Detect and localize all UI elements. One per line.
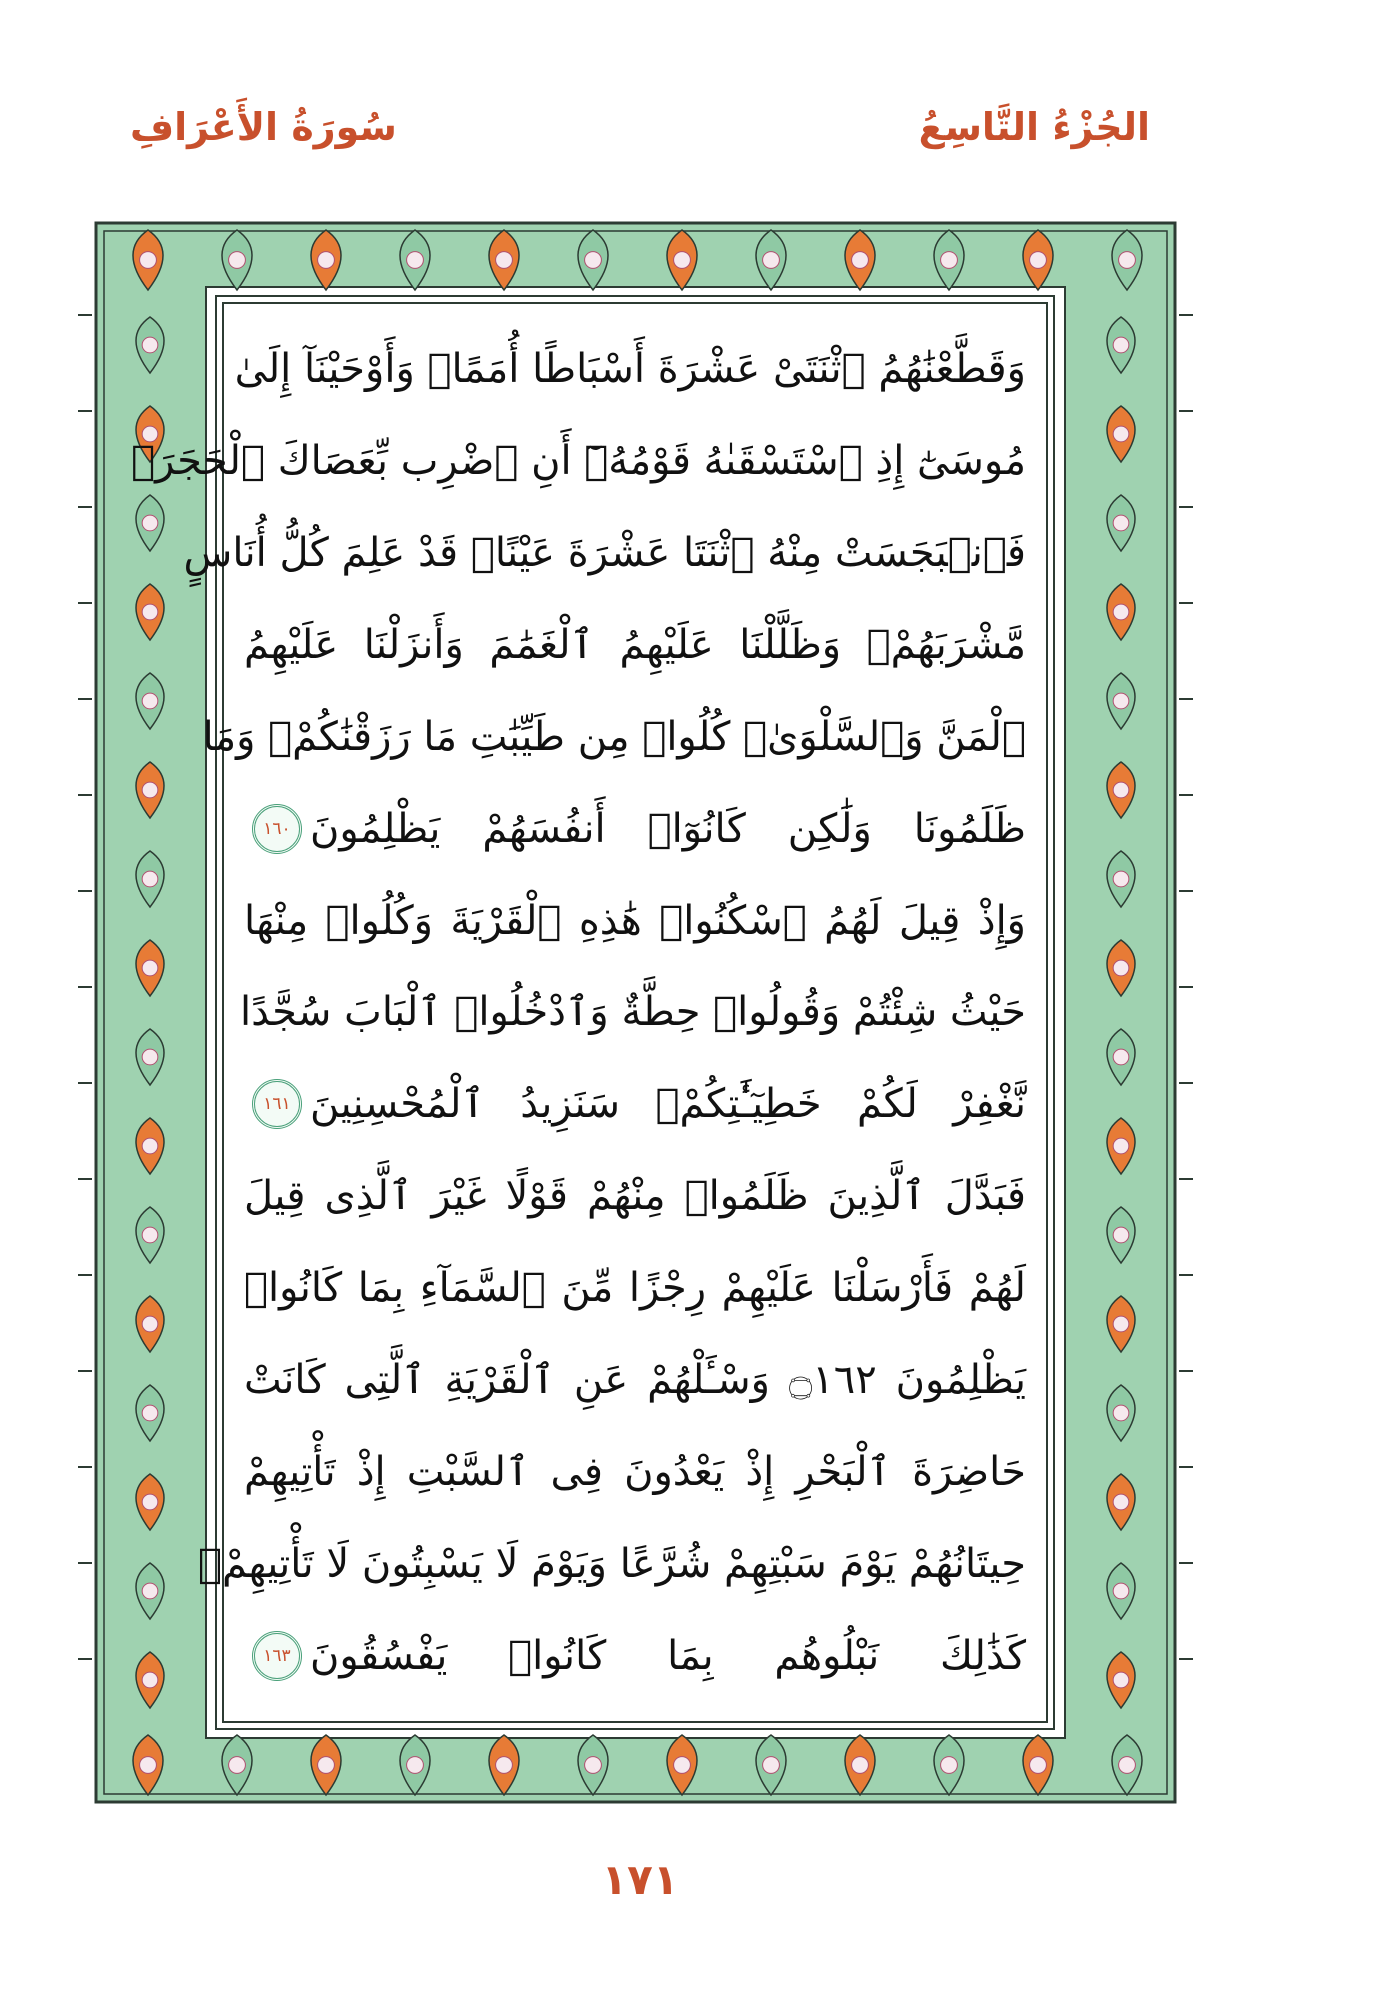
ayah-marker: ١٦٠ <box>252 804 302 854</box>
verse-line: كَذَٰلِكَ نَبْلُوهُم بِمَا كَانُوا۟ يَفْسُقُونَ ١٦٣ <box>244 1613 1026 1699</box>
verse-line: لَهُمْ فَأَرْسَلْنَا عَلَيْهِمْ رِجْزًا مِّنَ ٱلسَّمَآءِ بِمَا كَانُوا۟ <box>244 1265 1026 1312</box>
verse-line: حَيْثُ شِئْتُمْ وَقُولُوا۟ حِطَّةٌ وَٱدْخُلُوا۟ ٱلْبَابَ سُجَّدًا <box>240 989 1026 1036</box>
verse-line: حَاضِرَةَ ٱلْبَحْرِ إِذْ يَعْدُونَ فِى ٱلسَّبْتِ إِذْ تَأْتِيهِمْ <box>244 1449 1026 1496</box>
verse-line: نَّغْفِرْ لَكُمْ خَطِيٓـَٰٔتِكُمْۚ سَنَزِيدُ ٱلْمُحْسِنِينَ ١٦١ <box>244 1061 1026 1147</box>
verse-line: وَقَطَّعْنَٰهُمُ ٱثْنَتَىْ عَشْرَةَ أَسْبَاطًا أُمَمًاۚ وَأَوْحَيْنَآ إِلَىٰ <box>234 346 1026 392</box>
verse-line: يَظْلِمُونَ ۝١٦٢ وَسْـَٔلْهُمْ عَنِ ٱلْقَرْيَةِ ٱلَّتِى كَانَتْ <box>244 1357 1026 1404</box>
verse-line: حِيتَانُهُمْ يَوْمَ سَبْتِهِمْ شُرَّعًا وَيَوْمَ لَا يَسْبِتُونَ لَا تَأْتِيهِمْۚ <box>198 1540 1026 1587</box>
ayah-marker: ١٦٣ <box>252 1631 302 1681</box>
verse-line: فَبَدَّلَ ٱلَّذِينَ ظَلَمُوا۟ مِنْهُمْ قَوْلًا غَيْرَ ٱلَّذِى قِيلَ <box>244 1173 1026 1220</box>
page-number: ١٧١ <box>601 1855 679 1904</box>
text-panel <box>131 302 1048 1723</box>
juz-title: الجُزْءُ التَّاسِعُ <box>918 105 1150 149</box>
verse-line: فَٱنۢبَجَسَتْ مِنْهُ ٱثْنَتَا عَشْرَةَ عَيْنًاۖ قَدْ عَلِمَ كُلُّ أُنَاسٍ <box>183 529 1026 576</box>
verse-line: ٱلْمَنَّ وَٱلسَّلْوَىٰۖ كُلُوا۟ مِن طَيِّبَٰتِ مَا رَزَقْنَٰكُمْۚ وَمَا <box>202 713 1026 760</box>
verse-line: وَإِذْ قِيلَ لَهُمُ ٱسْكُنُوا۟ هَٰذِهِ ٱلْقَرْيَةَ وَكُلُوا۟ مِنْهَا <box>244 897 1026 944</box>
verse-lines <box>131 326 1026 1699</box>
ayah-marker: ١٦١ <box>252 1079 302 1129</box>
verse-line: مَّشْرَبَهُمْۚ وَظَلَّلْنَا عَلَيْهِمُ ٱلْغَمَٰمَ وَأَنزَلْنَا عَلَيْهِمُ <box>244 621 1026 668</box>
page-header <box>130 92 1150 162</box>
surah-title: سُورَةُ الأَعْرَافِ <box>130 105 397 149</box>
verse-line: ظَلَمُونَا وَلَٰكِن كَانُوٓا۟ أَنفُسَهُمْ يَظْلِمُونَ ١٦٠ <box>244 786 1026 872</box>
ornamental-border <box>78 205 1193 1820</box>
verse-line: مُوسَىٰٓ إِذِ ٱسْتَسْقَىٰهُ قَوْمُهُۥٓ أَنِ ٱضْرِب بِّعَصَاكَ ٱلْحَجَرَۖ <box>131 437 1026 484</box>
